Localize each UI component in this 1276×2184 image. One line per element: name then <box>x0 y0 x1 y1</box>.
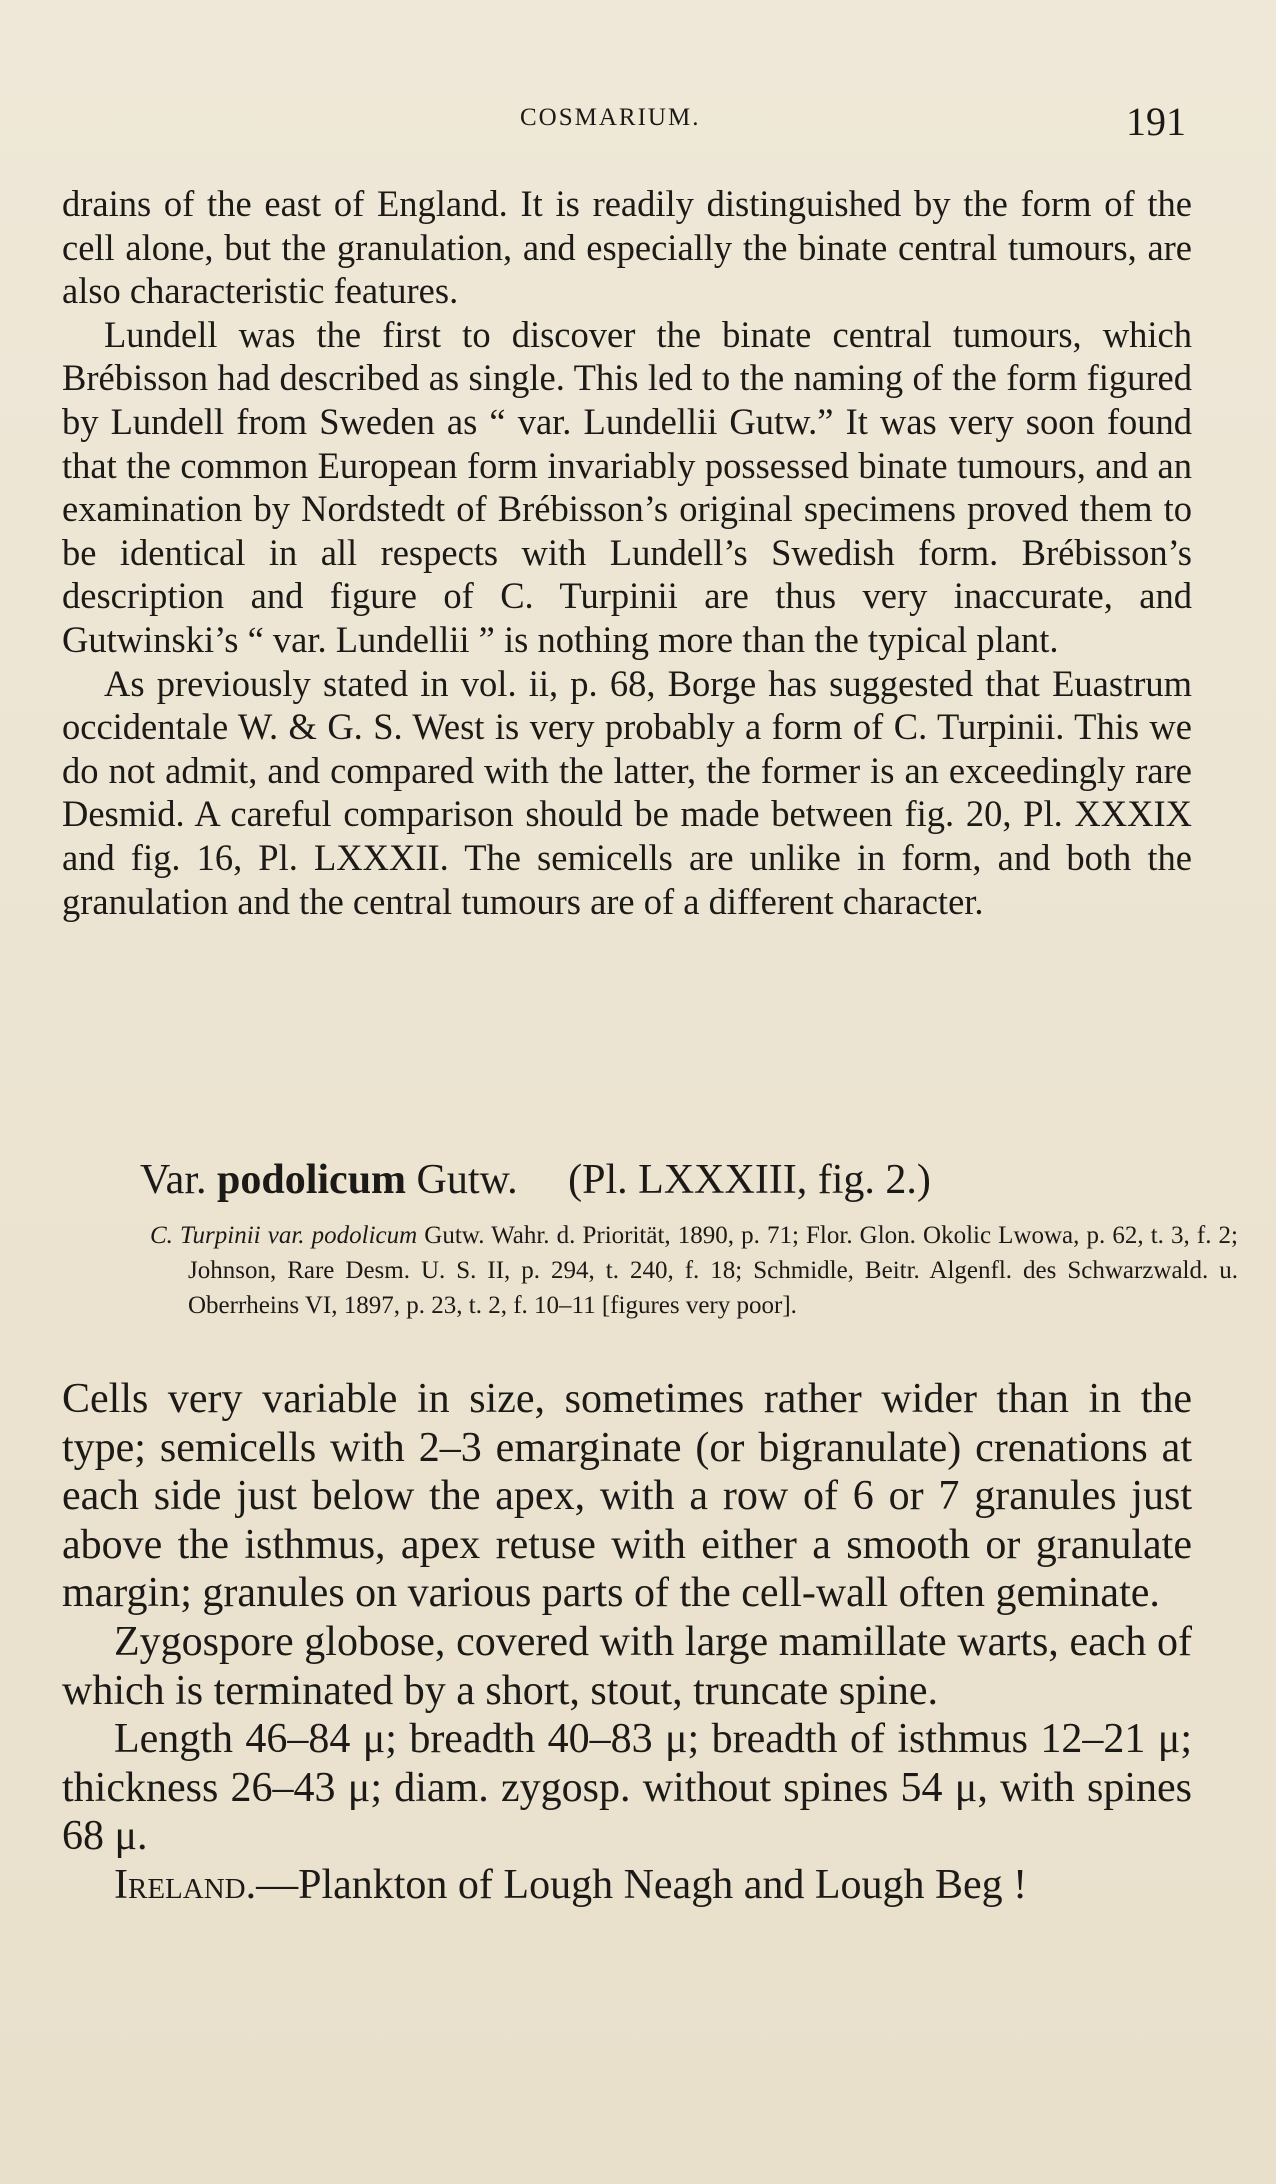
plate-reference: (Pl. LXXXIII, fig. 2.) <box>568 1157 931 1203</box>
locality-text: —Plankton of Lough Neagh and Lough Beg ! <box>256 1861 1028 1908</box>
running-head: COSMARIUM. <box>520 104 701 131</box>
synonymy-text: Gutw. Wahr. d. Priorität, 1890, p. 71; Flor. Glon. Okolic Lwowa, p. 62, t. 3, f. 2; Johnson, Rare Desm. U. S. II, p. 294, t. 240, f. 18; Schmidle, Beitr. Algenfl. des Schwarzwald. u. Oberrheins VI, 1897, p. 23, t. 2, f. 10–11 [figures very poor]. <box>188 1222 1238 1319</box>
paragraph: drains of the east of England. It is readily distinguished by the form of the cell alone, but the granulation, and especially the binate central tumours, are also characteristic features. <box>62 183 1192 312</box>
locality-country: Ireland. <box>114 1861 257 1908</box>
description-paragraph: Zygospore globose, covered with large mamillate warts, each of which is terminated by a short, stout, truncate spine. <box>62 1618 1192 1714</box>
variety-heading <box>62 1154 1270 1206</box>
locality-paragraph <box>62 1861 1192 1910</box>
paragraph: Lundell was the first to discover the binate central tumours, which Brébisson had described as single. This led to the naming of the form figured by Lundell from Sweden as “ var. Lundellii Gutw.” It was very soon found that the common European form invariably possessed binate tumours, and an examination by Nordstedt of Brébisson’s original specimens proved them to be identical in all respects with Lundell’s Swedish form. Brébisson’s description and figure of C. Turpinii are thus very inaccurate, and Gutwinski’s “ var. Lundellii ” is nothing more than the typical plant. <box>62 313 1192 660</box>
variety-prefix: Var. <box>140 1157 207 1203</box>
synonymy <box>104 1218 1238 1323</box>
page-number: 191 <box>1126 99 1186 144</box>
variety-name: podolicum <box>217 1157 407 1203</box>
synonymy-lead: C. Turpinii var. podolicum <box>150 1222 418 1249</box>
paragraph: As previously stated in vol. ii, p. 68, Borge has suggested that Euastrum occidentale W. & G. S. West is very probably a form of C. Turpinii. This we do not admit, and compared with the latter, the former is an exceedingly rare Desmid. A careful comparison should be made between fig. 20, Pl. XXXIX and fig. 16, Pl. LXXXII. The semicells are unlike in form, and both the granulation and the central tumours are of a different character. <box>62 662 1192 922</box>
description <box>62 1375 1192 1910</box>
body-text <box>62 182 1192 923</box>
description-paragraph: Cells very variable in size, sometimes rather wider than in the type; semicells with 2–3 emarginate (or bigranulate) crenations at each side just below the apex, with a row of 6 or 7 granules just above the isthmus, apex retuse with either a smooth or granulate margin; granules on various parts of the cell-wall often geminate. <box>62 1376 1192 1617</box>
description-paragraph: Length 46–84 μ; breadth 40–83 μ; breadth of isthmus 12–21 μ; thickness 26–43 μ; diam. zygosp. without spines 54 μ, with spines 68 μ. <box>62 1716 1192 1860</box>
variety-author: Gutw. <box>416 1157 518 1203</box>
page-header <box>0 98 1276 148</box>
